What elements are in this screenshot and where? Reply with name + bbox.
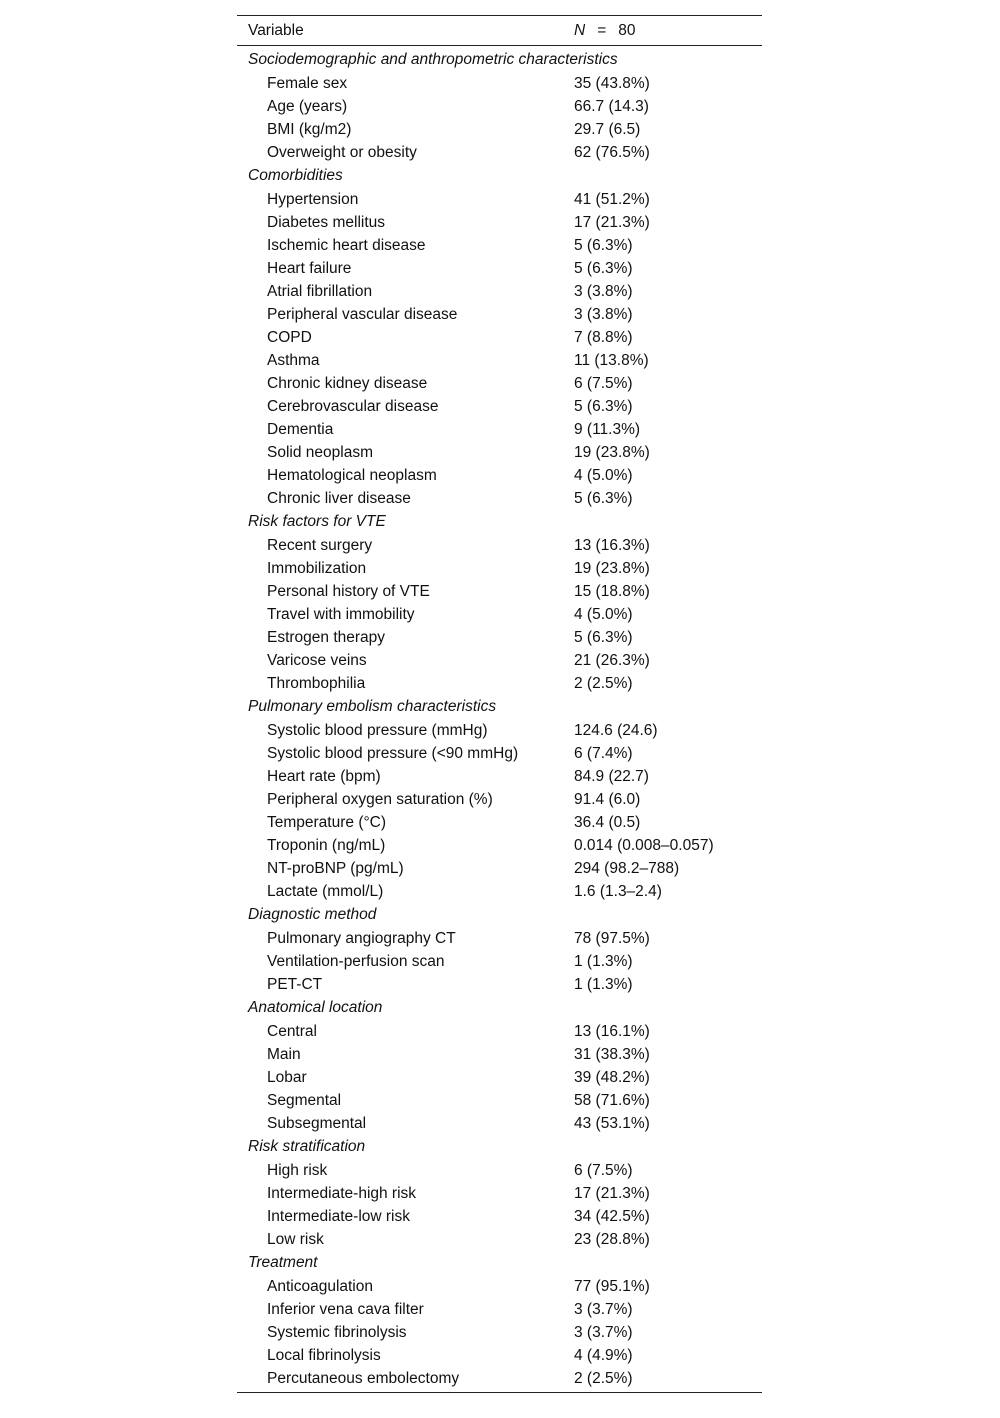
row-label: Inferior vena cava filter [267, 1300, 424, 1318]
row-label: Age (years) [267, 97, 348, 115]
table-row [237, 1066, 762, 1089]
row-label: Hypertension [267, 190, 359, 208]
row-label: Peripheral vascular disease [267, 305, 458, 323]
row-label: Segmental [267, 1091, 342, 1109]
row-value: 3 (3.7%) [574, 1300, 633, 1318]
table-row [237, 626, 762, 649]
table-row [237, 1112, 762, 1135]
row-label: Lactate (mmol/L) [267, 882, 384, 900]
section-title: Pulmonary embolism characteristics [248, 698, 497, 715]
row-label: Varicose veins [267, 651, 367, 669]
section-heading [237, 695, 762, 719]
row-label: Intermediate-low risk [267, 1207, 410, 1225]
table-row [237, 1020, 762, 1043]
table-row [237, 72, 762, 95]
table-row [237, 603, 762, 626]
table-bottom-rule [237, 1392, 762, 1393]
row-label: Systemic fibrinolysis [267, 1323, 407, 1341]
table-row [237, 1275, 762, 1298]
table-row [237, 557, 762, 580]
table-row [237, 1321, 762, 1344]
row-value: 36.4 (0.5) [574, 813, 641, 831]
table-row [237, 118, 762, 141]
section-title: Risk factors for VTE [248, 513, 386, 530]
row-value: 5 (6.3%) [574, 628, 633, 646]
row-value: 5 (6.3%) [574, 489, 633, 507]
row-value: 1 (1.3%) [574, 952, 633, 970]
row-value: 2 (2.5%) [574, 1369, 633, 1387]
row-value: 35 (43.8%) [574, 74, 650, 92]
table-row [237, 326, 762, 349]
row-value: 58 (71.6%) [574, 1091, 650, 1109]
table-row [237, 649, 762, 672]
row-label: Immobilization [267, 559, 367, 577]
row-value: 29.7 (6.5) [574, 120, 641, 138]
section-title: Risk stratification [248, 1138, 366, 1155]
variable-header: Variable [248, 21, 304, 39]
row-value: 13 (16.3%) [574, 536, 650, 554]
row-label: High risk [267, 1161, 328, 1179]
row-label: Hematological neoplasm [267, 466, 437, 484]
row-label: Cerebrovascular disease [267, 397, 439, 415]
row-label: Dementia [267, 420, 334, 438]
row-label: Overweight or obesity [267, 143, 417, 161]
row-value: 39 (48.2%) [574, 1068, 650, 1086]
row-value: 4 (5.0%) [574, 605, 633, 623]
row-label: COPD [267, 328, 312, 346]
row-value: 5 (6.3%) [574, 259, 633, 277]
row-value: 15 (18.8%) [574, 582, 650, 600]
row-label: Ischemic heart disease [267, 236, 426, 254]
section-title: Treatment [248, 1254, 318, 1271]
row-label: Chronic liver disease [267, 489, 411, 507]
table-row [237, 765, 762, 788]
row-value: 41 (51.2%) [574, 190, 650, 208]
row-value: 34 (42.5%) [574, 1207, 650, 1225]
table-row [237, 487, 762, 510]
row-label: Chronic kidney disease [267, 374, 428, 392]
row-value: 1 (1.3%) [574, 975, 633, 993]
table-row [237, 141, 762, 164]
row-value: 5 (6.3%) [574, 397, 633, 415]
table-header [237, 15, 762, 46]
row-label: Recent surgery [267, 536, 373, 554]
table-row [237, 1043, 762, 1066]
table-row [237, 95, 762, 118]
row-value: 6 (7.4%) [574, 744, 633, 762]
row-label: Temperature (°C) [267, 813, 387, 831]
row-label: Personal history of VTE [267, 582, 430, 600]
table-row [237, 188, 762, 211]
table-row [237, 1089, 762, 1112]
table-row [237, 257, 762, 280]
row-label: Heart rate (bpm) [267, 767, 381, 785]
row-label: Diabetes mellitus [267, 213, 386, 231]
row-value: 124.6 (24.6) [574, 721, 658, 739]
table-row [237, 973, 762, 996]
row-value: 19 (23.8%) [574, 443, 650, 461]
row-value: 43 (53.1%) [574, 1114, 650, 1132]
row-label: Pulmonary angiography CT [267, 929, 456, 947]
row-value: 6 (7.5%) [574, 1161, 633, 1179]
n-label: N [574, 21, 586, 39]
table-row [237, 303, 762, 326]
equals-sign: = [597, 21, 607, 39]
section-heading [237, 510, 762, 534]
row-label: Percutaneous embolectomy [267, 1369, 460, 1387]
table-row [237, 1367, 762, 1390]
row-label: Central [267, 1022, 317, 1040]
section-heading [237, 1251, 762, 1275]
table-row [237, 788, 762, 811]
row-value: 31 (38.3%) [574, 1045, 650, 1063]
table-row [237, 950, 762, 973]
row-value: 4 (5.0%) [574, 466, 633, 484]
section-title: Diagnostic method [248, 906, 377, 923]
table-row [237, 719, 762, 742]
row-label: Anticoagulation [267, 1277, 373, 1295]
row-value: 1.6 (1.3–2.4) [574, 882, 662, 900]
row-label: Estrogen therapy [267, 628, 386, 646]
row-label: BMI (kg/m2) [267, 120, 352, 138]
row-value: 78 (97.5%) [574, 929, 650, 947]
table-row [237, 880, 762, 903]
row-label: Local fibrinolysis [267, 1346, 381, 1364]
row-value: 3 (3.8%) [574, 305, 633, 323]
row-value: 84.9 (22.7) [574, 767, 649, 785]
row-value: 6 (7.5%) [574, 374, 633, 392]
row-label: Peripheral oxygen saturation (%) [267, 790, 493, 808]
table-body [237, 46, 762, 1390]
row-value: 4 (4.9%) [574, 1346, 633, 1364]
row-value: 294 (98.2–788) [574, 859, 680, 877]
table-row [237, 927, 762, 950]
row-label: Ventilation-perfusion scan [267, 952, 445, 970]
row-label: Subsegmental [267, 1114, 367, 1132]
row-value: 3 (3.7%) [574, 1323, 633, 1341]
row-value: 11 (13.8%) [574, 351, 649, 369]
table-row [237, 1182, 762, 1205]
row-value: 7 (8.8%) [574, 328, 633, 346]
row-label: Thrombophilia [267, 674, 366, 692]
row-label: Asthma [267, 351, 320, 369]
table-row [237, 811, 762, 834]
row-label: Travel with immobility [267, 605, 415, 623]
table-row [237, 1205, 762, 1228]
row-value: 19 (23.8%) [574, 559, 650, 577]
table-row [237, 1298, 762, 1321]
row-value: 5 (6.3%) [574, 236, 633, 254]
section-title: Sociodemographic and anthropometric characteristics [248, 51, 618, 68]
row-label: Solid neoplasm [267, 443, 373, 461]
table-row [237, 211, 762, 234]
table-row [237, 742, 762, 765]
table-row [237, 372, 762, 395]
section-heading [237, 996, 762, 1020]
row-label: Troponin (ng/mL) [267, 836, 386, 854]
table-row [237, 280, 762, 303]
section-title: Anatomical location [248, 999, 383, 1016]
section-heading [237, 1135, 762, 1159]
section-heading [237, 164, 762, 188]
row-value: 17 (21.3%) [574, 213, 650, 231]
row-value: 2 (2.5%) [574, 674, 633, 692]
row-value: 13 (16.1%) [574, 1022, 650, 1040]
table-row [237, 234, 762, 257]
row-label: Systolic blood pressure (mmHg) [267, 721, 488, 739]
table-row [237, 349, 762, 372]
n-value: 80 [618, 21, 636, 39]
table-row [237, 441, 762, 464]
section-title: Comorbidities [248, 167, 343, 184]
table-row [237, 857, 762, 880]
row-value: 77 (95.1%) [574, 1277, 650, 1295]
row-value: 17 (21.3%) [574, 1184, 650, 1202]
row-value: 66.7 (14.3) [574, 97, 649, 115]
row-label: Atrial fibrillation [267, 282, 373, 300]
row-value: 9 (11.3%) [574, 420, 641, 438]
table-row [237, 534, 762, 557]
table-row [237, 418, 762, 441]
row-value: 62 (76.5%) [574, 143, 650, 161]
row-label: Low risk [267, 1230, 324, 1248]
table-row [237, 1344, 762, 1367]
table-row [237, 834, 762, 857]
row-value: 3 (3.8%) [574, 282, 633, 300]
row-label: Lobar [267, 1068, 307, 1086]
section-heading [237, 903, 762, 927]
row-value: 21 (26.3%) [574, 651, 650, 669]
table-row [237, 464, 762, 487]
row-value: 23 (28.8%) [574, 1230, 650, 1248]
row-label: Female sex [267, 74, 348, 92]
table-row [237, 1159, 762, 1182]
table-row [237, 1228, 762, 1251]
table-row [237, 672, 762, 695]
row-label: PET-CT [267, 975, 323, 993]
row-value: 91.4 (6.0) [574, 790, 641, 808]
row-label: Intermediate-high risk [267, 1184, 417, 1202]
table-row [237, 580, 762, 603]
table-row [237, 395, 762, 418]
row-label: Heart failure [267, 259, 352, 277]
n-header [574, 22, 762, 40]
row-value: 0.014 (0.008–0.057) [574, 836, 714, 854]
section-heading [237, 48, 762, 72]
row-label: Systolic blood pressure (<90 mmHg) [267, 744, 519, 762]
row-label: NT-proBNP (pg/mL) [267, 859, 404, 877]
characteristics-table [237, 15, 762, 1393]
row-label: Main [267, 1045, 301, 1063]
